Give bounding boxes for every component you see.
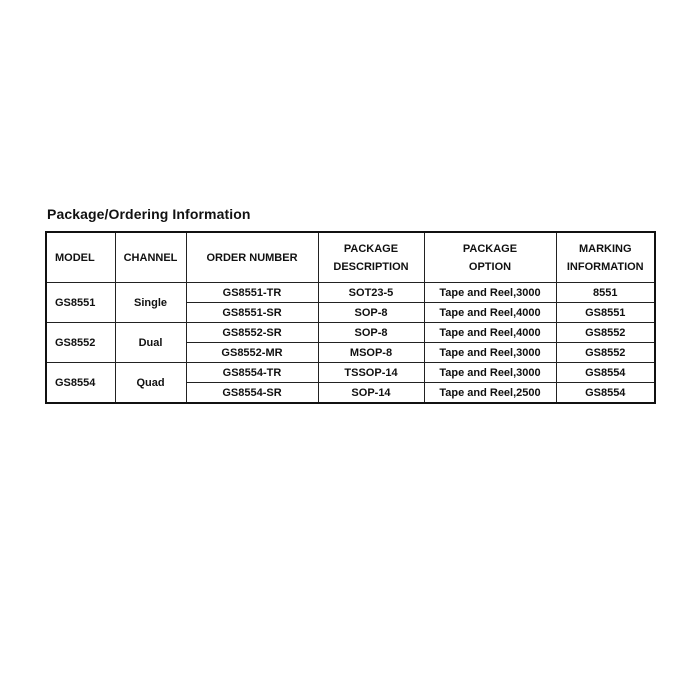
header-marking-information-line2: INFORMATION bbox=[566, 260, 644, 273]
marking-cell: GS8551 bbox=[556, 303, 655, 323]
channel-cell: Dual bbox=[115, 323, 186, 363]
channel-cell: Quad bbox=[115, 363, 186, 404]
order-number-cell: GS8551-TR bbox=[186, 283, 318, 303]
package-description-cell: SOT23-5 bbox=[318, 283, 424, 303]
header-channel: CHANNEL bbox=[115, 232, 186, 283]
package-description-cell: TSSOP-14 bbox=[318, 363, 424, 383]
package-option-cell: Tape and Reel,3000 bbox=[424, 363, 556, 383]
model-cell: GS8554 bbox=[46, 363, 115, 404]
order-number-cell: GS8554-SR bbox=[186, 383, 318, 404]
marking-cell: GS8554 bbox=[556, 383, 655, 404]
package-option-cell: Tape and Reel,4000 bbox=[424, 323, 556, 343]
table-row bbox=[46, 363, 655, 383]
package-description-cell: MSOP-8 bbox=[318, 343, 424, 363]
marking-cell: GS8552 bbox=[556, 323, 655, 343]
package-option-cell: Tape and Reel,4000 bbox=[424, 303, 556, 323]
package-description-cell: SOP-14 bbox=[318, 383, 424, 404]
package-option-cell: Tape and Reel,3000 bbox=[424, 343, 556, 363]
header-package-option-line1: PACKAGE bbox=[462, 242, 518, 255]
table-row bbox=[46, 323, 655, 343]
table-row bbox=[46, 283, 655, 303]
header-package-description bbox=[318, 232, 424, 283]
header-order-number: ORDER NUMBER bbox=[186, 232, 318, 283]
package-option-cell: Tape and Reel,3000 bbox=[424, 283, 556, 303]
header-marking-information-line1: MARKING bbox=[578, 242, 632, 255]
package-description-cell: SOP-8 bbox=[318, 323, 424, 343]
order-number-cell: GS8552-SR bbox=[186, 323, 318, 343]
header-marking-information bbox=[556, 232, 655, 283]
ordering-table bbox=[45, 231, 656, 404]
package-description-cell: SOP-8 bbox=[318, 303, 424, 323]
header-package-description-line2: DESCRIPTION bbox=[333, 260, 409, 273]
order-number-cell: GS8551-SR bbox=[186, 303, 318, 323]
order-number-cell: GS8554-TR bbox=[186, 363, 318, 383]
header-package-option bbox=[424, 232, 556, 283]
header-row bbox=[46, 232, 655, 283]
model-cell: GS8552 bbox=[46, 323, 115, 363]
header-package-option-line2: OPTION bbox=[468, 260, 512, 273]
marking-cell: 8551 bbox=[556, 283, 655, 303]
marking-cell: GS8554 bbox=[556, 363, 655, 383]
order-number-cell: GS8552-MR bbox=[186, 343, 318, 363]
section-title: Package/Ordering Information bbox=[47, 206, 251, 222]
channel-cell: Single bbox=[115, 283, 186, 323]
model-cell: GS8551 bbox=[46, 283, 115, 323]
header-package-description-line1: PACKAGE bbox=[343, 242, 399, 255]
header-model: MODEL bbox=[46, 232, 115, 283]
marking-cell: GS8552 bbox=[556, 343, 655, 363]
package-option-cell: Tape and Reel,2500 bbox=[424, 383, 556, 404]
